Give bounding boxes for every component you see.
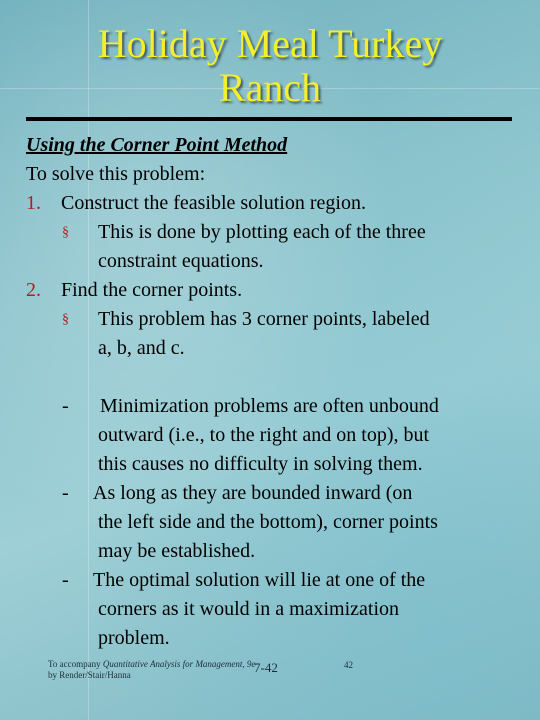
note-text: this causes no difficulty in solving them. (98, 453, 423, 475)
step-text: Construct the feasible solution region. (61, 192, 366, 214)
footer-source (48, 659, 255, 681)
slide-title-line1: Holiday Meal Turkey (97, 21, 443, 66)
bullet-text: This is done by plotting each of the three (98, 221, 426, 243)
step-text: Find the corner points. (61, 279, 243, 301)
dash-icon: - (62, 482, 69, 504)
note-text: As long as they are bounded inward (on (93, 482, 413, 504)
section-heading: Using the Corner Point Method (26, 134, 288, 156)
note-text: The optimal solution will lie at one of the (93, 569, 426, 591)
bullet-text: constraint equations. (98, 250, 264, 272)
slide-number: 42 (344, 660, 353, 670)
bullet-text: This problem has 3 corner points, labeled (98, 308, 430, 330)
footer-source-book: Quantitative Analysis for Management, 9e (102, 659, 256, 669)
slide-title (0, 22, 540, 110)
note-text: corners as it would in a maximization (98, 598, 400, 620)
note-text: the left side and the bottom), corner points (98, 511, 438, 533)
note-text: Minimization problems are often unbound (100, 395, 439, 417)
title-divider (26, 117, 512, 121)
bullet-text: a, b, and c. (98, 337, 185, 359)
bullet-icon: § (62, 312, 69, 327)
step-number: 2. (26, 279, 41, 301)
dash-icon: - (62, 569, 69, 591)
footer-source-prefix: To accompany (48, 659, 103, 669)
note-text: problem. (98, 627, 170, 649)
footer-source-authors: by Render/Stair/Hanna (48, 670, 131, 680)
slide-title-line2: Ranch (218, 65, 322, 110)
note-text: outward (i.e., to the right and on top), but (98, 424, 430, 446)
dash-icon: - (62, 395, 69, 417)
step-number: 1. (26, 192, 41, 214)
page-number: 7-42 (254, 660, 278, 675)
bullet-icon: § (62, 225, 69, 240)
intro-text: To solve this problem: (26, 163, 206, 185)
note-text: may be established. (98, 540, 256, 562)
